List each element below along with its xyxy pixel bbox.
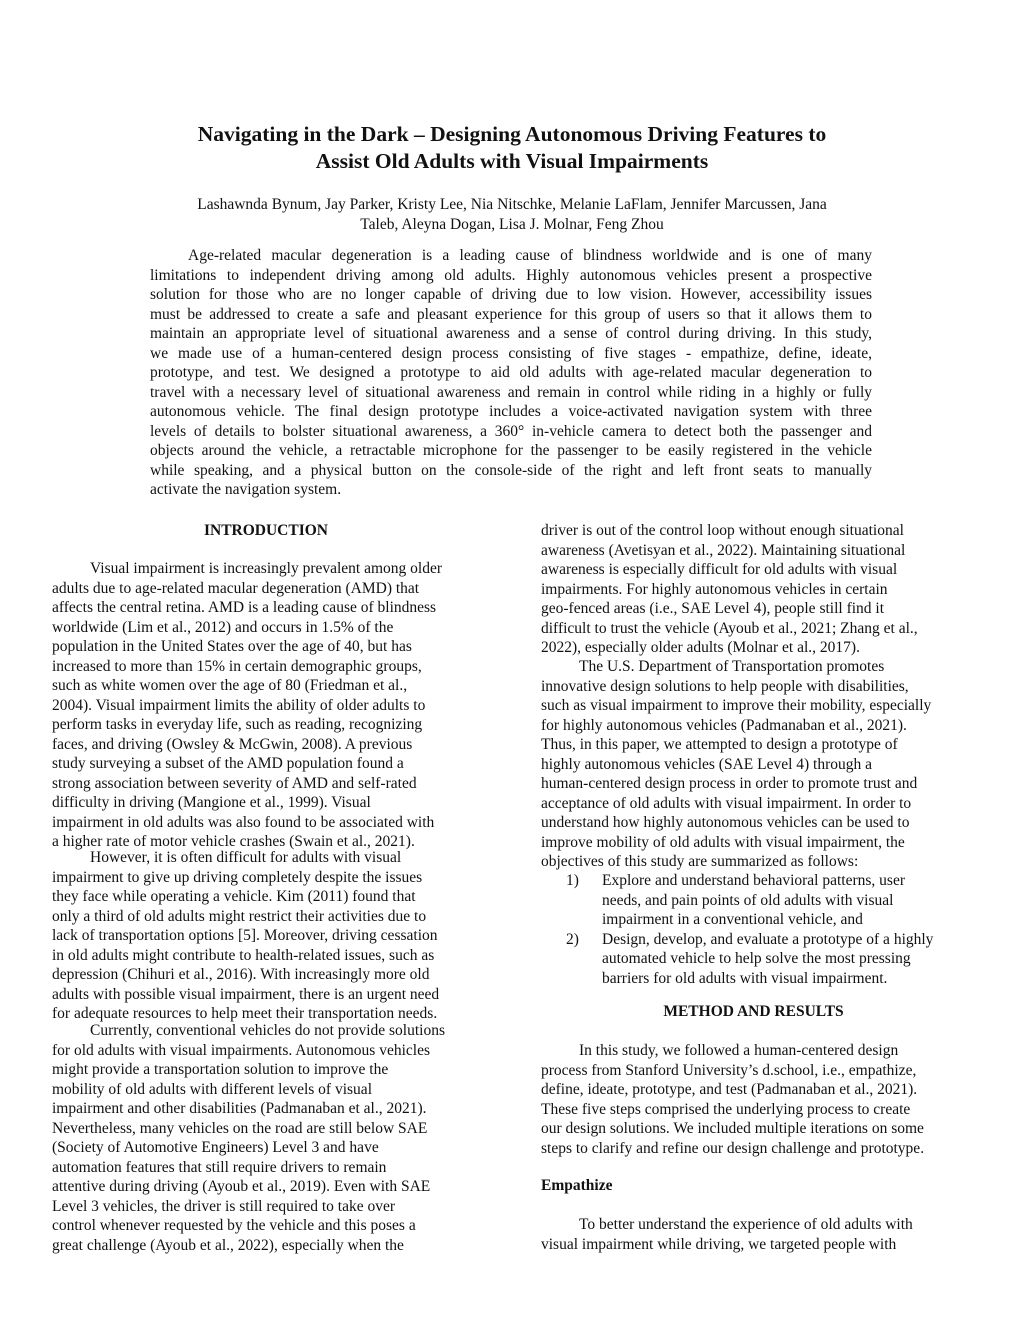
text-line: increased to more than 15% in certain demographic groups, [52, 657, 422, 675]
text-line: they face while operating a vehicle. Kim (2011) found that [52, 888, 416, 905]
text-line: impairment to give up driving completely despite the issues [52, 868, 423, 886]
text-line: objectives of this study are summarized as follows: [541, 853, 859, 870]
text-line: awareness is especially difficult for old adults with visual [541, 561, 898, 578]
intro-paragraph-4 [541, 521, 966, 658]
intro-paragraph-2 [52, 848, 480, 1024]
text-line: affects the central retina. AMD is a leading cause of blindness [52, 599, 437, 616]
text-line: Level 3 vehicles, the driver is still required to take over [52, 1197, 396, 1215]
text-line: impairment in old adults was also found to be associated with [52, 813, 435, 831]
text-line: for highly autonomous vehicles (Padmanaban et al., 2021). [541, 716, 907, 734]
intro-paragraph-5 [541, 657, 966, 872]
objective-item [541, 930, 966, 989]
text-line: lack of transportation options [5]. Moreover, driving cessation [52, 927, 438, 944]
text-line: The U.S. Department of Transportation promotes [579, 658, 885, 675]
text-line: while speaking, and a physical button on the console-side of the right and left front seats to manually [150, 461, 872, 479]
authors-line: Lashawnda Bynum, Jay Parker, Kristy Lee, Nia Nitschke, Melanie LaFlam, Jennifer Marcussen, Jana [197, 196, 827, 213]
text-line: difficulty in driving (Mangione et al., 1999). Visual [52, 794, 371, 811]
objective-number: 2) [566, 930, 579, 948]
text-line: depression (Chihuri et al., 2016). With increasingly more old [52, 966, 430, 983]
text-line: human-centered design process in order to promote trust and [541, 775, 918, 792]
text-line: our design solutions. We included multiple iterations on some [541, 1120, 924, 1137]
objective-number: 1) [566, 872, 579, 889]
text-line: Currently, conventional vehicles do not provide solutions [90, 1022, 446, 1039]
text-line: visual impairment while driving, we targeted people with [541, 1235, 897, 1253]
text-line: impairment in a conventional vehicle, and [602, 911, 863, 928]
text-line: such as white women over the age of 80 (Friedman et al., [52, 677, 408, 694]
method-paragraph-2 [541, 1215, 966, 1254]
text-line: strong association between severity of AMD and self-rated [52, 774, 417, 792]
text-line: process from Stanford University’s d.school, i.e., empathize, [541, 1061, 917, 1079]
text-line: worldwide (Lim et al., 2012) and occurs in 1.5% of the [52, 618, 394, 636]
text-line: adults with possible visual impairment, there is an urgent need [52, 985, 440, 1003]
text-line: Nevertheless, many vehicles on the road are still below SAE [52, 1119, 428, 1137]
objective-text [602, 871, 966, 930]
section-heading-method-results: METHOD AND RESULTS [663, 1003, 844, 1020]
text-line: driver is out of the control loop without enough situational [541, 522, 904, 539]
text-line: impairment and other disabilities (Padmanaban et al., 2021). [52, 1100, 427, 1117]
text-line: must be addressed to create a safe and pleasant experience for this group of users so that it allows them to [150, 305, 872, 323]
text-line: automated vehicle to help solve the most pressing [602, 950, 911, 967]
text-line: 2004). Visual impairment limits the ability of older adults to [52, 696, 426, 714]
text-line: difficult to trust the vehicle (Ayoub et al., 2021; Zhang et al., [541, 619, 918, 637]
intro-paragraph-1 [52, 559, 480, 852]
text-line: acceptance of old adults with visual impairment. In order to [541, 794, 912, 812]
text-line: levels of details to bolster situational awareness, a 360° in-vehicle camera to detect both the passenger and [150, 422, 872, 440]
text-line: innovative design solutions to help people with disabilities, [541, 677, 909, 695]
text-line: understand how highly autonomous vehicles can be used to [541, 814, 910, 831]
text-line: define, ideate, prototype, and test (Padmanaban et al., 2021). [541, 1081, 918, 1098]
text-line: geo-fenced areas (i.e., SAE Level 4), people still find it [541, 600, 885, 617]
text-line: autonomous vehicle. The final design prototype includes a voice-activated navigation system with three [150, 403, 872, 420]
text-line: solution for those who are no longer capable of driving due to low vision. However, accessibility issues [150, 286, 872, 303]
abstract [150, 246, 872, 500]
text-line: steps to clarify and refine our design challenge and prototype. [541, 1139, 925, 1157]
text-line: However, it is often difficult for adults with visual [90, 849, 402, 866]
title-line: Navigating in the Dark – Designing Autonomous Driving Features to [197, 122, 827, 146]
text-line: we made use of a human-centered design process consisting of five stages - empathize, define, ideate, [150, 344, 872, 362]
text-line: study surveying a subset of the AMD population found a [52, 755, 404, 772]
text-line: population in the United States over the age of 40, but has [52, 638, 412, 655]
text-line: highly autonomous vehicles (SAE Level 4) through a [541, 755, 873, 773]
intro-paragraph-3 [52, 1021, 480, 1255]
text-line: improve mobility of old adults with visual impairment, the [541, 833, 905, 851]
text-line: only a third of old adults might restrict their activities due to [52, 907, 427, 925]
text-line: Visual impairment is increasingly prevalent among older [90, 560, 443, 577]
text-line: maintain an appropriate level of situational awareness and a sense of control during driving. In this study, [150, 325, 872, 342]
text-line: for old adults with visual impairments. Autonomous vehicles [52, 1041, 430, 1059]
text-line: Design, develop, and evaluate a prototype of a highly [602, 930, 934, 948]
text-line: faces, and driving (Owsley & McGwin, 2008). A previous [52, 735, 413, 753]
text-line: objects around the vehicle, a retractable microphone for the passenger to be easily registered in the vehicle [150, 442, 872, 459]
text-line: prototype, and test. We designed a prototype to aid old adults with age-related macular degeneration to [150, 364, 872, 381]
text-line: great challenge (Ayoub et al., 2022), especially when the [52, 1236, 404, 1254]
text-line: awareness (Avetisyan et al., 2022). Maintaining situational [541, 541, 906, 559]
text-line: Explore and understand behavioral patterns, user [602, 872, 906, 889]
text-line: perform tasks in everyday life, such as reading, recognizing [52, 716, 423, 733]
text-line: travel with a necessary level of situational awareness and remain in control while riding in a highly or fully [150, 383, 872, 401]
text-line: needs, and pain points of old adults with visual [602, 891, 894, 909]
text-line: Age-related macular degeneration is a leading cause of blindness worldwide and is one of many [188, 247, 872, 264]
objective-item [541, 871, 966, 930]
text-line: (Society of Automotive Engineers) Level 3 and have [52, 1139, 379, 1156]
section-heading-introduction: INTRODUCTION [203, 522, 328, 539]
title-line: Assist Old Adults with Visual Impairments [315, 149, 709, 173]
text-line: limitations to independent driving among old adults. Highly autonomous vehicles present a prospective [150, 266, 872, 284]
text-line: barriers for old adults with visual impairment. [602, 969, 888, 987]
text-line: activate the navigation system. [150, 481, 342, 498]
objectives-list [541, 871, 966, 988]
objective-text [602, 930, 966, 989]
text-line: To better understand the experience of old adults with [579, 1216, 913, 1233]
text-line: adults due to age-related macular degeneration (AMD) that [52, 579, 420, 597]
author-list [0, 195, 1024, 234]
text-line: a higher rate of motor vehicle crashes (Swain et al., 2021). [52, 833, 415, 850]
authors-line: Taleb, Aleyna Dogan, Lisa J. Molnar, Feng Zhou [360, 215, 664, 233]
method-paragraph-1 [541, 1041, 966, 1158]
text-line: impairments. For highly autonomous vehicles in certain [541, 580, 888, 598]
text-line: in old adults might contribute to health-related issues, such as [52, 946, 435, 964]
text-line: 2022), especially older adults (Molnar et al., 2017). [541, 639, 860, 656]
paper-title [0, 121, 1024, 175]
text-line: for adequate resources to help meet their transportation needs. [52, 1005, 438, 1022]
subsection-heading-empathize: Empathize [541, 1177, 613, 1194]
text-line: control whenever requested by the vehicle and this poses a [52, 1217, 416, 1234]
text-line: mobility of old adults with different levels of visual [52, 1080, 372, 1098]
text-line: These five steps comprised the underlying process to create [541, 1100, 911, 1118]
text-line: attentive during driving (Ayoub et al., 2019). Even with SAE [52, 1178, 431, 1195]
text-line: automation features that still require drivers to remain [52, 1158, 387, 1176]
text-line: might provide a transportation solution to improve the [52, 1061, 389, 1078]
text-line: Thus, in this paper, we attempted to design a prototype of [541, 736, 898, 753]
text-line: In this study, we followed a human-centered design [579, 1042, 899, 1059]
text-line: such as visual impairment to improve their mobility, especially [541, 697, 932, 714]
